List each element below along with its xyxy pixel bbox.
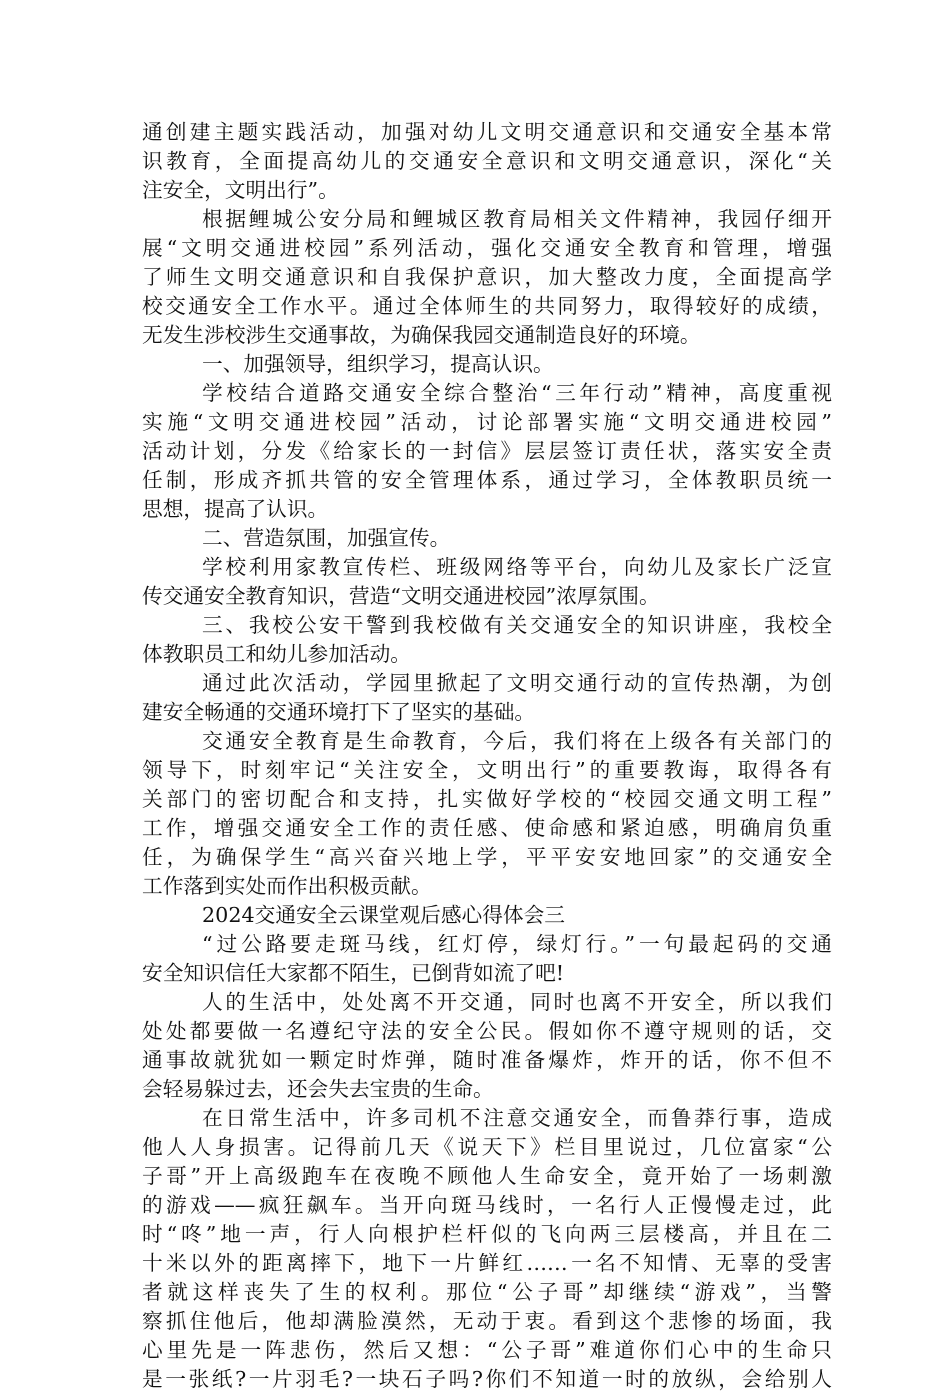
text-line: 了师生文明交通意识和自我保护意识，加大整改力度，全面提高学: [142, 265, 832, 289]
text-line: 工作落到实处而作出积极贡献。: [142, 874, 432, 898]
text-line: 通创建主题实践活动，加强对幼儿文明交通意识和交通安全基本常: [142, 120, 832, 144]
text-line: “过公路要走斑马线，红灯停，绿灯行。”一句最起码的交通: [202, 932, 832, 956]
text-line: 十米以外的距离摔下，地下一片鲜红……一名不知情、无辜的受害: [142, 1251, 832, 1275]
text-line: 工作，增强交通安全工作的责任感、使命感和紧迫感，明确肩负重: [142, 816, 832, 840]
text-line: 通过此次活动，学园里掀起了文明交通行动的宣传热潮，为创: [202, 671, 832, 695]
text-line: 一、加强领导，组织学习，提高认识。: [202, 352, 554, 376]
text-line: 安全知识信任大家都不陌生，已倒背如流了吧!: [142, 961, 565, 985]
text-line: 学校结合道路交通安全综合整治“三年行动”精神，高度重视: [202, 381, 832, 405]
text-line: 活动计划，分发《给家长的一封信》层层签订责任状，落实安全责: [142, 439, 832, 463]
text-line: 处处都要做一名遵纪守法的安全公民。假如你不遵守规则的话，交: [142, 1019, 832, 1043]
text-line: 传交通安全教育知识，营造“文明交通进校园”浓厚氛围。: [142, 584, 660, 608]
text-line: 根据鲤城公安分局和鲤城区教育局相关文件精神，我园仔细开: [202, 207, 832, 231]
text-line: 体教职员工和幼儿参加活动。: [142, 642, 411, 666]
text-line: 2024交通安全云课堂观后感心得体会三: [202, 903, 565, 927]
document-body: [142, 118, 832, 1394]
text-line: 通事故就犹如一颗定时炸弹，随时准备爆炸，炸开的话，你不但不: [142, 1048, 832, 1072]
text-line: 心里先是一阵悲伤，然后又想：“公子哥”难道你们心中的生命只: [142, 1338, 832, 1362]
text-line: 展“文明交通进校园”系列活动，强化交通安全教育和管理，增强: [142, 236, 832, 260]
text-line: 建安全畅通的交通环境打下了坚实的基础。: [142, 700, 536, 724]
text-line: 交通安全教育是生命教育，今后，我们将在上级各有关部门的: [202, 729, 832, 753]
text-line: 会轻易躲过去，还会失去宝贵的生命。: [142, 1077, 494, 1101]
text-line: 任制，形成齐抓共管的安全管理体系，通过学习，全体教职员统一: [142, 468, 832, 492]
text-line: 者就这样丧失了生的权利。那位“公子哥”却继续“游戏”，当警: [142, 1280, 832, 1304]
text-line: 实施“文明交通进校园”活动，讨论部署实施“文明交通进校园”: [142, 410, 832, 434]
text-line: 识教育，全面提高幼儿的交通安全意识和文明交通意识，深化“关: [142, 149, 832, 173]
text-line: 思想，提高了认识。: [142, 497, 329, 521]
text-line: 领导下，时刻牢记“关注安全，文明出行”的重要教诲，取得各有: [142, 758, 832, 782]
text-line: 二、营造氛围，加强宣传。: [202, 526, 451, 550]
text-line: 他人人身损害。记得前几天《说天下》栏目里说过，几位富家“公: [142, 1135, 832, 1159]
text-line: 学校利用家教宣传栏、班级网络等平台，向幼儿及家长广泛宣: [202, 555, 832, 579]
text-line: 是一张纸?一片羽毛?一块石子吗?你们不知道一时的放纵，会给别人: [142, 1367, 832, 1391]
text-line: 三、我校公安干警到我校做有关交通安全的知识讲座，我校全: [202, 613, 832, 637]
text-line: 注安全，文明出行”。: [142, 178, 339, 202]
text-line: 关部门的密切配合和支持，扎实做好学校的“校园交通文明工程”: [142, 787, 832, 811]
text-line: 子哥”开上高级跑车在夜晚不顾他人生命安全，竟开始了一场刺激: [142, 1164, 832, 1188]
text-line: 校交通安全工作水平。通过全体师生的共同努力，取得较好的成绩，: [142, 294, 832, 318]
text-line: 无发生涉校涉生交通事故，为确保我园交通制造良好的环境。: [142, 323, 701, 347]
text-line: 的游戏——疯狂飙车。当开向斑马线时，一名行人正慢慢走过，此: [142, 1193, 832, 1217]
text-line: 任，为确保学生“高兴奋兴地上学，平平安安地回家”的交通安全: [142, 845, 832, 869]
text-line: 在日常生活中，许多司机不注意交通安全，而鲁莽行事，造成: [202, 1106, 832, 1130]
text-line: 察抓住他后，他却满脸漠然，无动于衷。看到这个悲惨的场面，我: [142, 1309, 832, 1333]
text-line: 时“咚”地一声，行人向根护栏杆似的飞向两三层楼高，并且在二: [142, 1222, 832, 1246]
text-line: 人的生活中，处处离不开交通，同时也离不开安全，所以我们: [202, 990, 832, 1014]
